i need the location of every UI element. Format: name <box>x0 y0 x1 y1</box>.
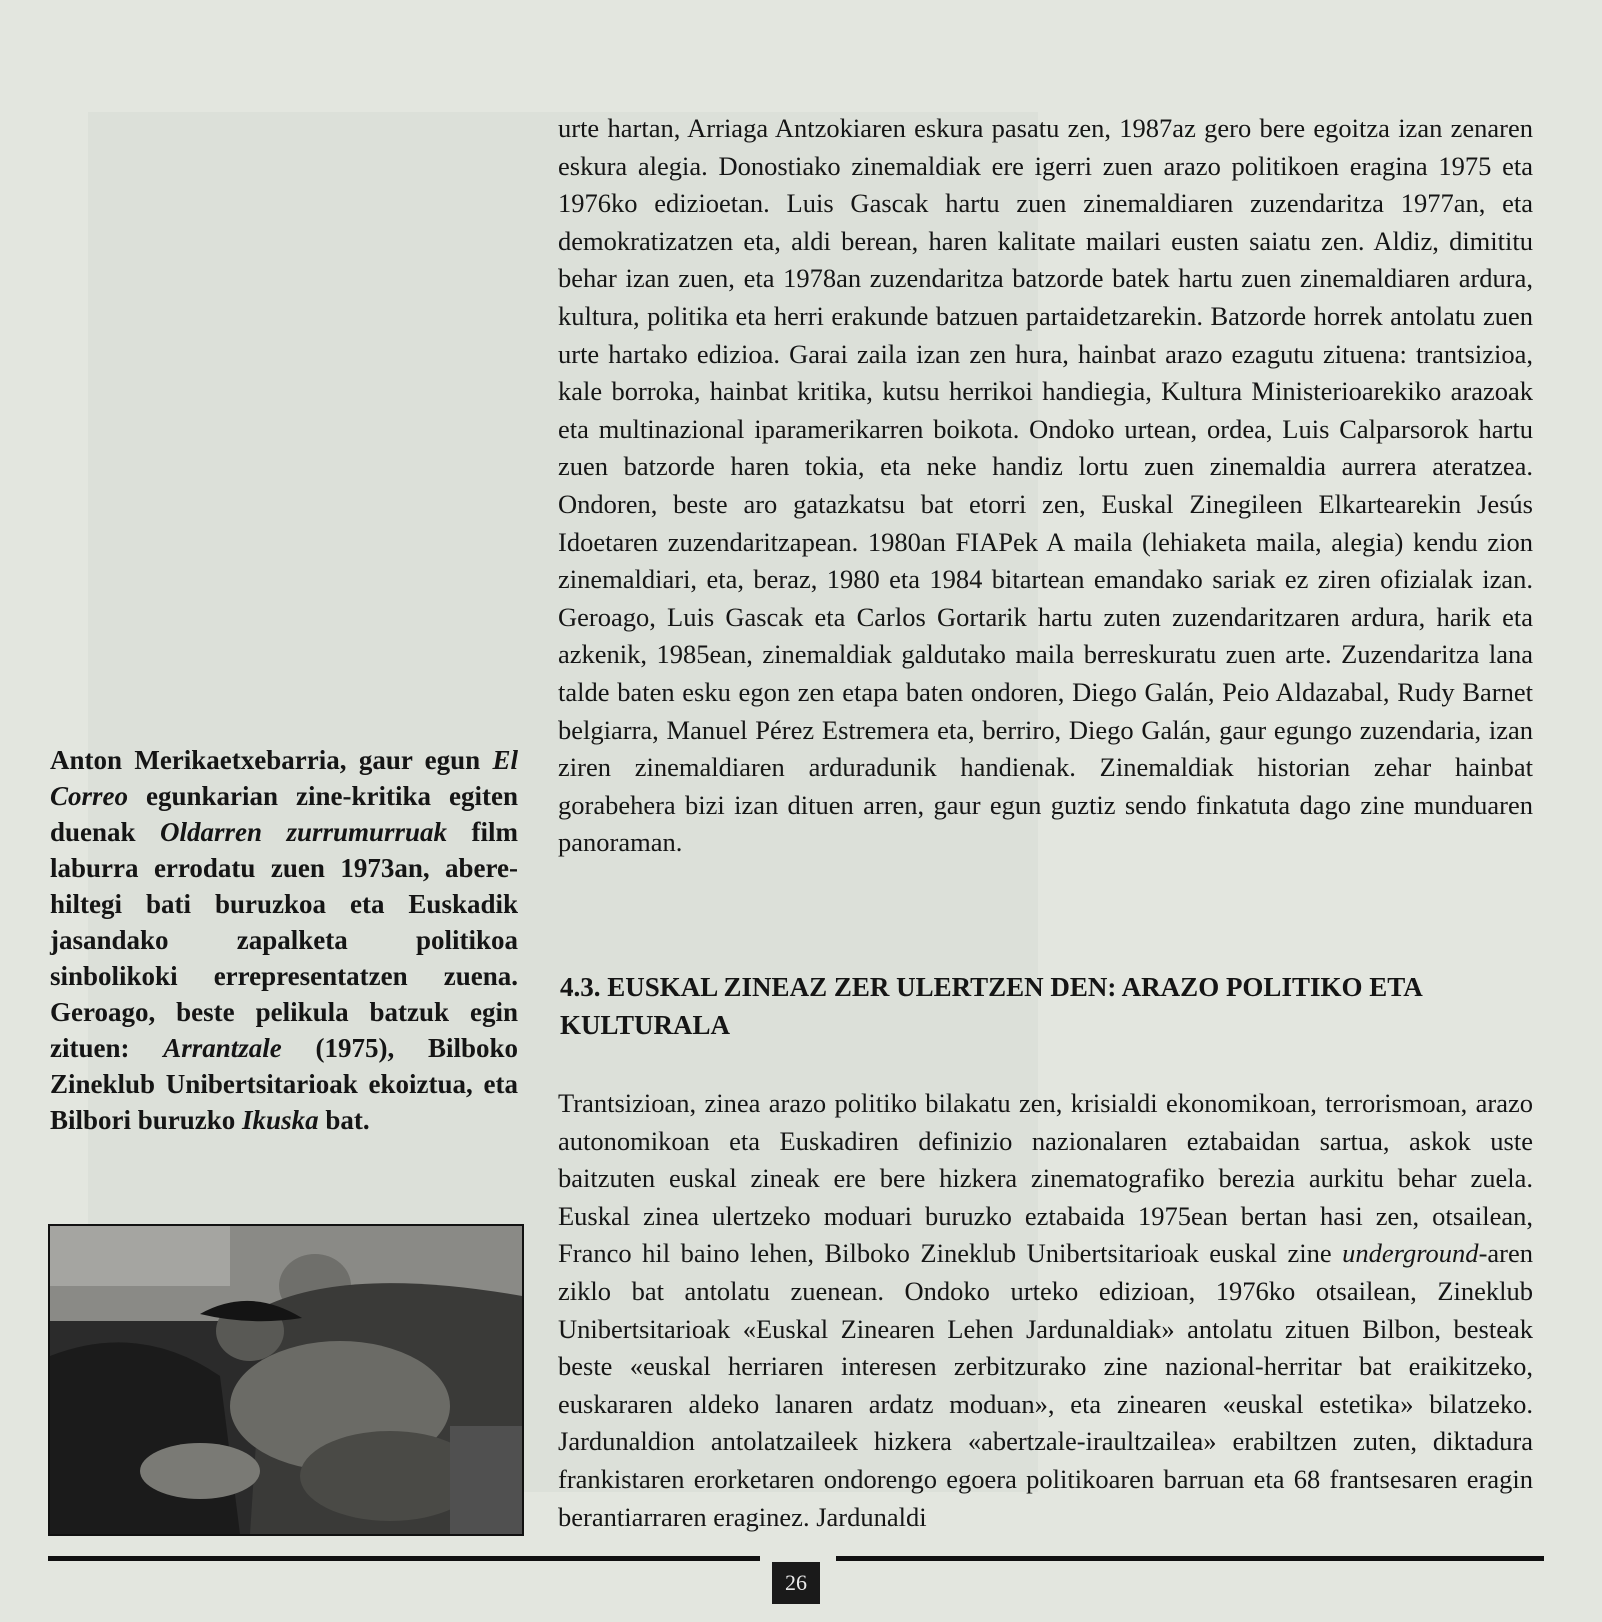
footer-rule-right <box>836 1556 1544 1561</box>
body-paragraph-1: urte hartan, Arriaga Antzokiaren eskura pasatu zen, 1987az gero bere egoitza izan zenaren eskura alegia. Donostiako zinemaldiak ere igerri zuen arazo politikoen eragina 1975 eta 1976ko edizioetan. Luis Gascak hartu zuen zinemaldiaren zuzendaritza 1977an, eta demokratizatzen eta, aldi berean, haren kalitate mailari eusten saiatu zen. Aldiz, dimititu behar izan zuen, eta 1978an zuzendaritza batzorde batek hartu zuen zinemaldiaren ardura, kultura, politika eta herri erakunde batzuen partaidetzarekin. Batzorde horrek antolatu zuen urte hartako edizioa. Garai zaila izan zen hura, hainbat arazo ezagutu zituena: trantsizioa, kale borroka, hainbat kritika, kutsu herrikoi handiegia, Kultura Ministerioarekiko arazoak eta multinazional iparamerikarren boikota. Ondoko urtean, ordea, Luis Calparsorok hartu zuen batzorde haren tokia, eta neke handiz lortu zuen zinemaldia aurrera ateratzea. Ondoren, beste aro gatazkatsu bat etorri zen, Euskal Zinegileen Elkartearekin Jesús Idoetaren zuzendaritzapean. 1980an FIAPek A maila (lehiaketa maila, alegia) kendu zion zinemaldiari, eta, beraz, 1980 eta 1984 bitartean emandako sariak ez ziren ofizialak izan. Geroago, Luis Gascak eta Carlos Gortarik hartu zuten zuzendaritzaren ardura, harik eta azkenik, 1985ean, zinemaldiak galdutako maila berreskuratu zuen arte. Zuzendaritza lana talde baten esku egon zen etapa baten ondoren, Diego Galán, Peio Aldazabal, Rudy Barnet belgiarra, Manuel Pérez Estremera eta, berriro, Diego Galán, gaur egungo zuzendaria, izan ziren zinemaldiaren arduradunik handienak. Zinemaldiak historian zehar hainbat gorabehera bizi izan dituen arren, gaur egun guztiz sendo finkatuta dago zine munduaren panoraman. <box>558 113 1533 858</box>
body-paragraph-2: Trantsizioan, zinea arazo politiko bilakatu zen, krisialdi ekonomikoan, terrorismoan, arazo autonomikoan eta Euskadiren definizio nazionalaren eztabaidan sartua, askok uste baitzuten euskal zineak ere bere hizkera zinematografiko berezia aurkitu behar zuela. Euskal zinea ulertzeko moduari buruzko eztabaida 1975ean bertan hasi zen, otsailean, Franco hil baino lehen, Bilboko Zineklub Unibertsitarioak euskal zine underground-aren ziklo bat antolatu zuenean. Ondoko urteko edizioan, 1976ko otsailean, Zineklub Unibertsitarioak «Euskal Zinearen Lehen Jardunaldiak» antolatu zituen Bilbon, besteak beste «euskal herriaren interesen zerbitzurako zine nazional-herritar bat eraikitzeko, euskararen aldeko lanaren ardatz moduan», eta zinearen «euskal estetika» bilatzeko. Jardunaldion antolatzaileek hizkera «abertzale-iraultzailea» erabiltzen zuten, diktadura frankistaren erorketaren ondorengo egoera politikoaren barruan eta 68 frantsesaren eragin berantiarraren eraginez. Jardunaldi <box>558 1088 1533 1532</box>
footer-rule-left <box>48 1556 760 1561</box>
photo-caption: Anton Merikaetxebarria, gaur egun El Correo egunkarian zine-kritika egiten duenak Oldarren zurrumurruak film laburra errodatu zuen 1973an, abere-hiltegi bati buruzkoa eta Euskadik jasandako zapalketa politikoa sinbolikoki errepresentatzen zuena. Geroago, beste pelikula batzuk egin zituen: Arrantzale (1975), Bilboko Zineklub Unibertsitarioak ekoiztua, eta Bilbori buruzko Ikuska bat. <box>50 745 519 1135</box>
photo-illustration <box>50 1226 522 1534</box>
page-number: 26 <box>772 1562 820 1604</box>
section-heading: 4.3. EUSKAL ZINEAZ ZER ULERTZEN DEN: ARAZO POLITIKO ETA KULTURALA <box>560 972 1422 1040</box>
film-still-photo <box>48 1224 524 1536</box>
